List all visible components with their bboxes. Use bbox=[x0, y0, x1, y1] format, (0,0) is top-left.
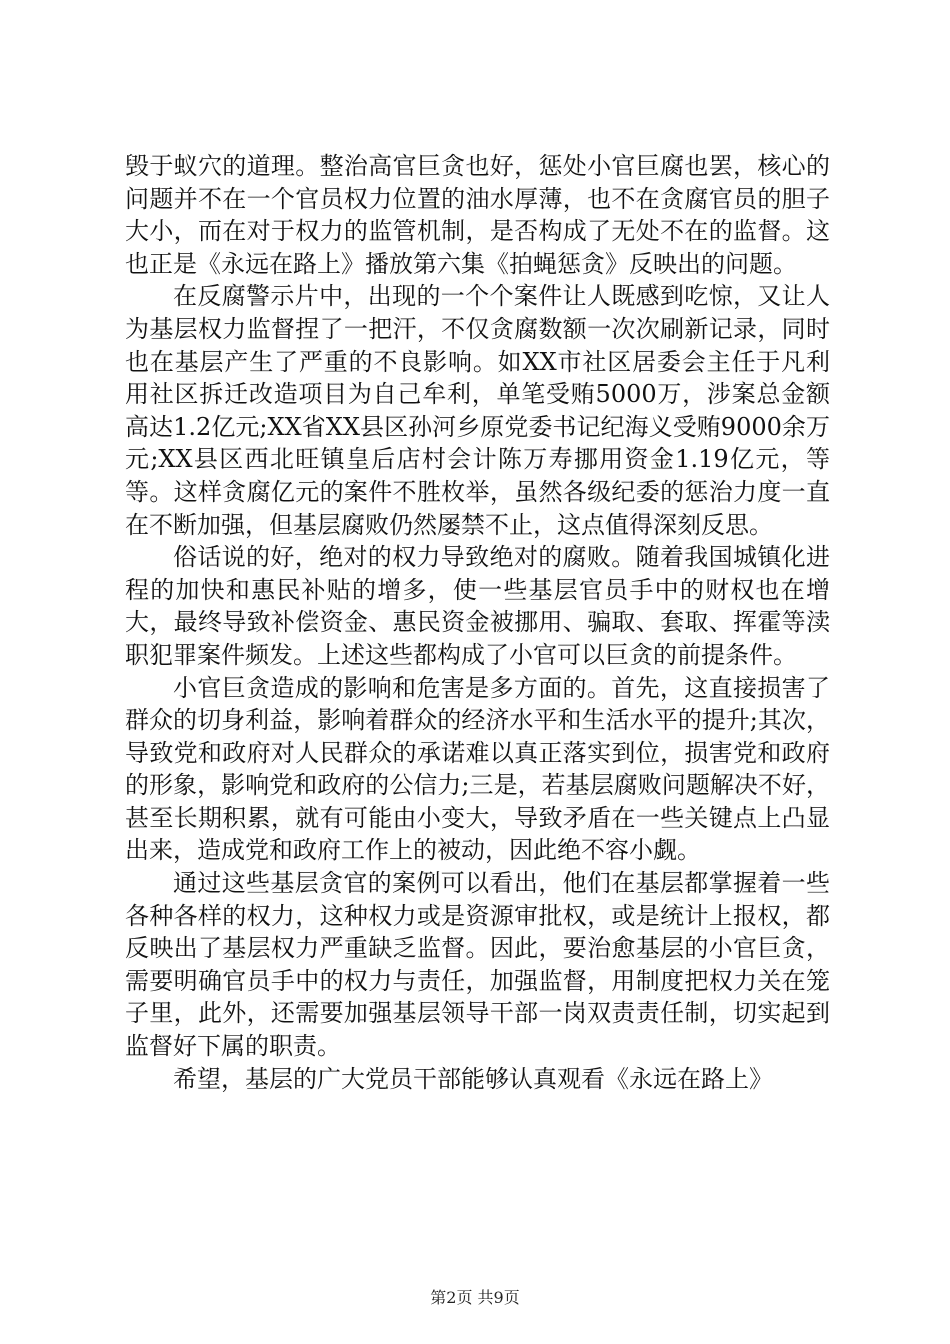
paragraph: 俗话说的好，绝对的权力导致绝对的腐败。随着我国城镇化进程的加快和惠民补贴的增多，使一些基层官员手中的财权也在增大，最终导致补偿资金、惠民资金被挪用、骗取、套取、挥霍等渎职犯罪案件频发。上述这些都构成了小官可以巨贪的前提条件。 bbox=[125, 543, 830, 669]
page-number: 第2页 共9页 bbox=[430, 1288, 520, 1307]
paragraph: 希望，基层的广大党员干部能够认真观看《永远在路上》 bbox=[173, 1064, 773, 1093]
paragraph: 小官巨贪造成的影响和危害是多方面的。首先，这直接损害了群众的切身利益，影响着群众的经济水平和生活水平的提升;其次，导致党和政府对人民群众的承诺难以真正落实到位，损害党和政府的形象，影响党和政府的公信力;三是，若基层腐败问题解决不好，甚至长期积累，就有可能由小变大，导致矛盾在一些关键点上凸显出来，造成党和政府工作上的被动，因此绝不容小觑。 bbox=[125, 673, 830, 865]
paragraph: 通过这些基层贪官的案例可以看出，他们在基层都掌握着一些各种各样的权力，这种权力或是资源审批权，或是统计上报权，都反映出了基层权力严重缺乏监督。因此，要治愈基层的小官巨贪，需要明确官员手中的权力与责任，加强监督，用制度把权力关在笼子里，此外，还需要加强基层领导干部一岗双责责任制，切实起到监督好下属的职责。 bbox=[125, 869, 830, 1061]
paragraph-continuation: 毁于蚁穴的道理。整治高官巨贪也好，惩处小官巨腐也罢，核心的问题并不在一个官员权力位置的油水厚薄，也不在贪腐官员的胆子大小，而在对于权力的监管机制，是否构成了无处不在的监督。这也正是《永远在路上》播放第六集《拍蝇惩贪》反映出的问题。 bbox=[125, 152, 830, 278]
document-body bbox=[125, 150, 830, 1095]
paragraph: 在反腐警示片中，出现的一个个案件让人既感到吃惊，又让人为基层权力监督捏了一把汗，不仅贪腐数额一次次刷新记录，同时也在基层产生了严重的不良影响。如XX市社区居委会主任于凡利用社区拆迁改造项目为自己牟利，单笔受贿5000万，涉案总金额高达1.2亿元;XX省XX县区孙河乡原党委书记纪海义受贿9000余万元;XX县区西北旺镇皇后店村会计陈万寿挪用资金1.19亿元，等等。这样贪腐亿元的案件不胜枚举，虽然各级纪委的惩治力度一直在不断加强，但基层腐败仍然屡禁不止，这点值得深刻反思。 bbox=[125, 282, 830, 539]
page-footer bbox=[0, 1285, 950, 1308]
